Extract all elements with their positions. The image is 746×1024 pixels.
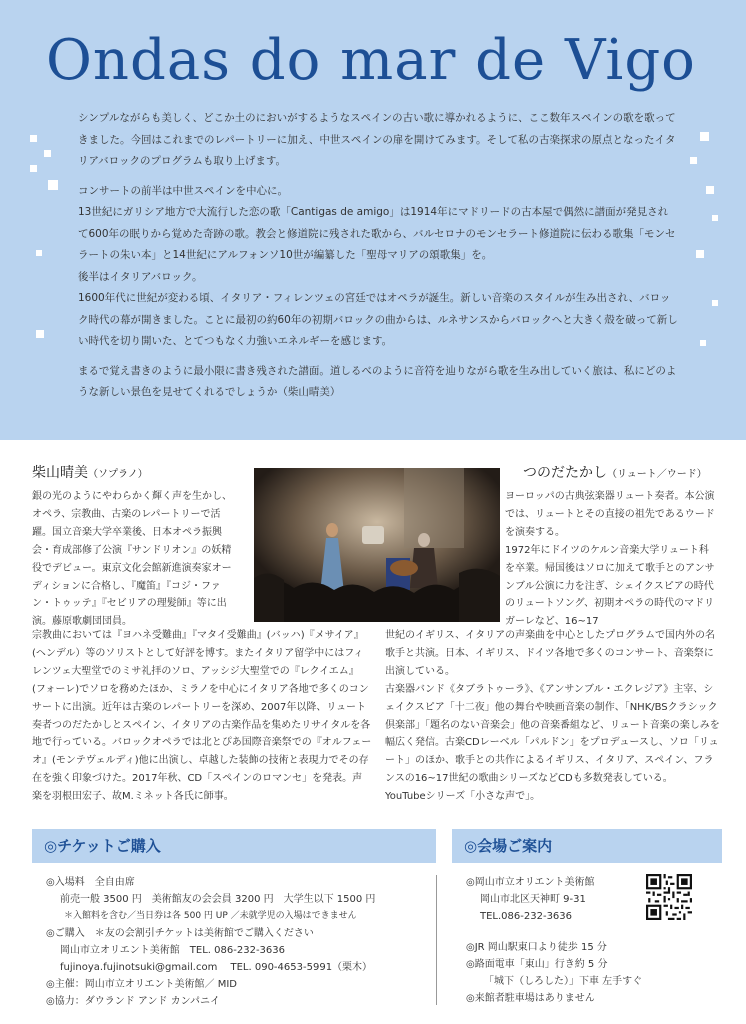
decor-square — [700, 340, 706, 346]
page-title: Ondas do mar de Vigo — [46, 28, 696, 93]
venue-info — [466, 874, 642, 1007]
singer-bio-continued: 宗教曲においては『ヨハネ受難曲』『マタイ受難曲』(バッハ)『メサイア』(ヘンデル）等のソリストとして好評を博す。またイタリア留学中にはフィレンツェ大聖堂でのミサ礼拝のソロ、アッシジ大聖堂での『レクイエム』(フォーレ)でソロを務めたほか、ミラノを中心にイタリア各地で多くのコンサートに出演。近年は古楽のレパートリーを深め、2007年以降、リュート奏者つのだたかしとスペイン、イタリアの古楽作品を集めたリサイタルを各地で行っている。バロックオペラでは北とぴあ国際音楽祭での『オルフェーオ』(モンテヴェルディ)他に出演し、卓越した装飾の技術と表現力でその存在を強く印象づけた。2017年秋、CD「スペインのロマンセ」を発表。声楽を羽根田宏子、故M.ミネット各氏に師事。 — [32, 630, 372, 803]
intro-paragraph: コンサートの前半は中世スペインを中心に。 13世紀にガリシア地方で大流行した恋の歌「Cantigas de amigo」は1914年にマドリードの古本屋で偶然に譜面が発見されて600年の眠りから覚めた奇跡の歌。教会と修道院に残された歌から、バルセロナのモンセラート修道院に伝わる歌集「モンセラートの朱い本」と14世紀にアルフォンソ10世が編纂した「聖母マリアの頌歌集」を。 後半はイタリアバロック。 1600年代に世紀が変わる頃、イタリア・フィレンツェの宮廷ではオペラが誕生。新しい音楽のスタイルが生み出され、バロック時代の幕が開きました。ことに最初の約60年の初期バロックの曲からは、ルネサンスからバロックへと大きく殻を破って新しい時代を切り開いた、とてつもなく力強いエネルギーを感じます。 — [78, 184, 678, 347]
ticket-contact: fujinoya.fujinotsuki@gmail.com TEL. 090-4653-5991（栗木） — [60, 962, 373, 973]
decor-square — [696, 250, 704, 258]
singer-name: 柴山晴美 — [32, 465, 88, 481]
qr-code-icon[interactable] — [646, 874, 692, 920]
access-line: ◎路面電車「東山」行き約 5 分 — [466, 959, 608, 970]
column-divider — [436, 875, 437, 1005]
decor-square — [30, 135, 37, 142]
singer-role: （ソプラノ） — [88, 469, 148, 480]
decor-square — [48, 180, 58, 190]
cooperation-line: ◎協力：ダウランド アンド カンパニイ — [46, 996, 220, 1007]
decor-square — [700, 132, 709, 141]
ticket-info — [46, 874, 375, 1010]
ticket-note: ＊入館料を含む／当日券は各 500 円 UP ／未就学児の入場はできません — [64, 911, 357, 921]
decor-square — [30, 165, 37, 172]
access-line: ◎JR 岡山駅東口より徒歩 15 分 — [466, 942, 607, 953]
organizer-line: ◎主催：岡山市立オリエント美術館／ MID — [46, 979, 237, 990]
ticket-line: ◎ご購入 ＊友の会割引チケットは美術館でご購入ください — [46, 928, 314, 939]
intro-band — [0, 0, 746, 440]
venue-address: 岡山市北区天神町 9-31 — [480, 894, 586, 905]
parking-line: ◎来館者駐車場はありません — [466, 993, 595, 1004]
decor-square — [706, 186, 714, 194]
lutenist-heading — [523, 462, 707, 482]
lutenist-bio-continued: 世紀のイギリス、イタリアの声楽曲を中心としたプログラムで国内外の名歌手と共演。日本、イギリス、ドイツ各地で多くのコンサート、音楽祭に出演している。 古楽器バンド《タブラトゥーラ》、《アンサンブル・エクレジア》主宰、シェイクスピア「十二夜」他の舞台や映画音楽の制作、「NHK/BSクラシック倶楽部」「題名のない音楽会」他の音楽番組など、リュート音楽の楽しみを幅広く発信。古楽CDレーベル「パルドン」をプロデュースし、ソロ「リュート」のほか、歌手との共作によるイギリス、イタリア、スペイン、フランスの16~17世紀の歌曲シリーズなどCDも多数発表している。 YouTubeシリーズ「小さな声で」。 — [385, 630, 720, 803]
ticket-line: 岡山市立オリエント美術館 TEL. 086-232-3636 — [60, 945, 285, 956]
intro-text — [78, 108, 678, 412]
decor-square — [712, 215, 718, 221]
venue-line: ◎岡山市立オリエント美術館 — [466, 877, 595, 888]
venue-tel: TEL.086-232-3636 — [480, 911, 573, 922]
singer-heading — [32, 462, 148, 482]
ticket-line: 前売一般 3500 円 美術館友の会会員 3200 円 大学生以下 1500 円 — [60, 894, 376, 905]
decor-square — [712, 300, 718, 306]
concert-photo — [254, 468, 500, 622]
ticket-line: ◎入場料 全自由席 — [46, 877, 135, 888]
decor-square — [36, 330, 44, 338]
lutenist-bio: ヨーロッパの古典弦楽器リュート奏者。本公演では、リュートとその直接の祖先であるウードを演奏する。 1972年にドイツのケルン音楽大学リュート科を卒業。帰国後はソロに加えて歌手とのアンサンブル公演に力を注ぎ、シェイクスピアの時代のリュートソング、初期オペラの時代のマドリガーレなど、16~17 — [505, 491, 715, 628]
venue-spacer — [466, 925, 642, 939]
venue-heading: ◎会場ご案内 — [452, 829, 722, 863]
decor-square — [690, 157, 697, 164]
lutenist-name: つのだたかし — [523, 465, 607, 481]
lutenist-role: （リュート／ウード） — [607, 469, 707, 480]
intro-paragraph: まるで覚え書きのように最小限に書き残された譜面。道しるべのように音符を辿りながら歌を生み出していく旅は、私にどのような新しい景色を見せてくれるでしょうか（柴山晴美） — [78, 364, 677, 398]
decor-square — [36, 250, 42, 256]
tickets-heading: ◎チケットご購入 — [32, 829, 436, 863]
access-line: 「城下（しろした）」下車 左手すぐ — [484, 976, 643, 987]
singer-bio: 銀の光のようにやわらかく輝く声を生かし、オペラ、宗教曲、古楽のレパートリーで活躍。国立音楽大学卒業後、日本オペラ振興会・育成部修了公演『サンドリオン』の妖精役でデビュー。東京文化会館新進演奏家オーディションに合格し、『魔笛』『コジ・ファン・トゥッテ』『セビリアの理髪師』等に出演。藤原歌劇団団員。 — [32, 491, 232, 628]
intro-paragraph: シンプルながらも美しく、どこか土のにおいがするようなスペインの古い歌に導かれるように、ここ数年スペインの歌を歌ってきました。今回はこれまでのレパートリーに加え、中世スペインの扉を開けてみます。そして私の古楽探求の原点となったイタリアバロックのプログラムも取り上げます。 — [78, 112, 676, 167]
decor-square — [44, 150, 51, 157]
